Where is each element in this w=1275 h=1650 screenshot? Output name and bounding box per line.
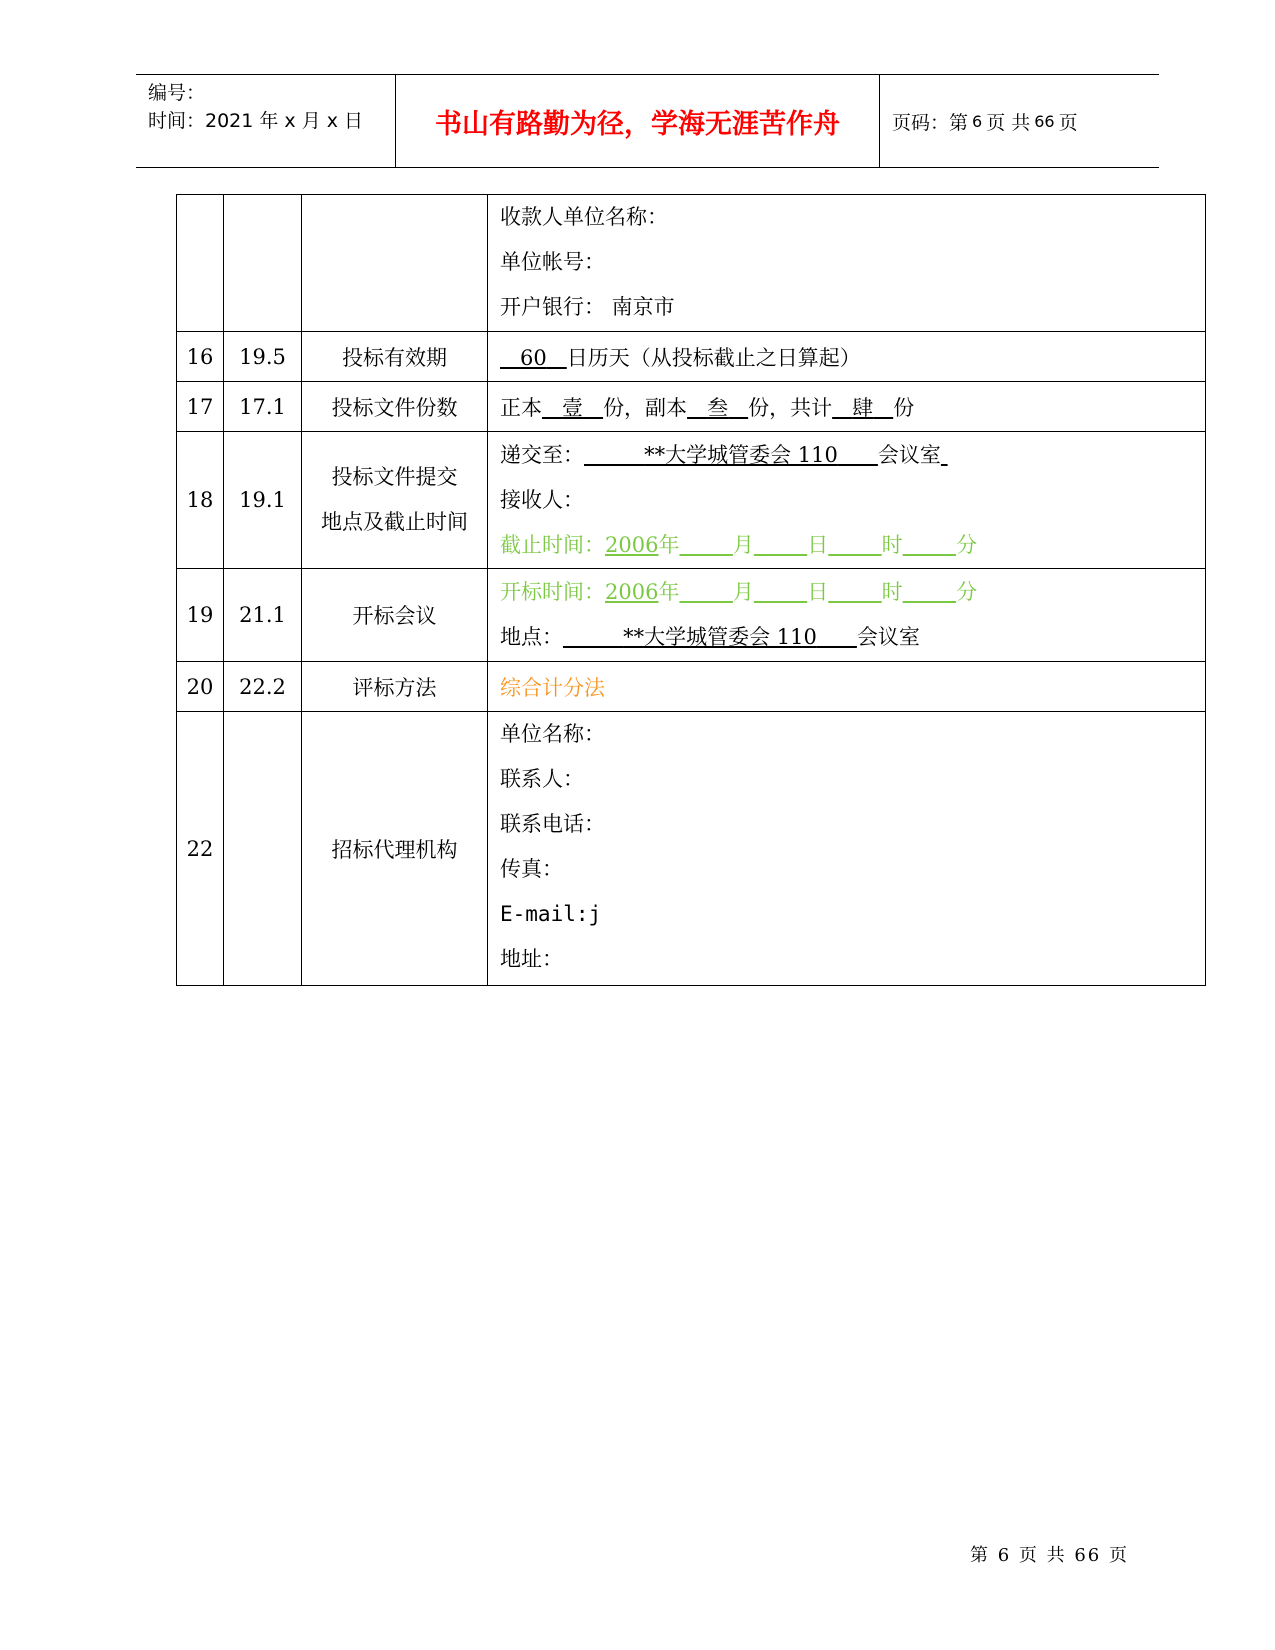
day-blank bbox=[754, 533, 807, 557]
contact-label: 联系人： bbox=[500, 767, 584, 791]
agency-name-label: 单位名称： bbox=[500, 722, 605, 746]
cell-no: 16 bbox=[177, 332, 224, 382]
address-label: 地址： bbox=[500, 947, 563, 971]
table-row-22 bbox=[177, 712, 1206, 986]
deadline-year: 2006 bbox=[605, 532, 659, 557]
cell-item: 投标文件份数 bbox=[302, 382, 488, 432]
cell-item bbox=[302, 432, 488, 569]
opening-year: 2006 bbox=[605, 580, 659, 604]
table-row-20 bbox=[177, 662, 1206, 712]
year-unit: 年 bbox=[658, 580, 680, 604]
cell-no bbox=[177, 195, 224, 332]
page-label: 页码：第 bbox=[892, 111, 969, 134]
cell-clause: 22.2 bbox=[224, 662, 302, 712]
cell-value bbox=[488, 432, 1206, 569]
place-end: 会议室 bbox=[856, 625, 920, 649]
email-label: E-mail:j bbox=[500, 902, 602, 926]
cell-no: 19 bbox=[177, 569, 224, 662]
month-unit: 月 bbox=[732, 580, 754, 604]
deliver-line bbox=[500, 433, 1205, 478]
page-mid: 页 共 bbox=[986, 111, 1031, 134]
item-line2: 地点及截止时间 bbox=[321, 510, 468, 534]
cell-no: 17 bbox=[177, 382, 224, 432]
cell-clause: 19.5 bbox=[224, 332, 302, 382]
opening-time-line bbox=[500, 570, 1205, 615]
page-header bbox=[136, 74, 1159, 168]
header-meta bbox=[136, 75, 396, 167]
cell-item bbox=[302, 195, 488, 332]
cell-value bbox=[488, 195, 1206, 332]
cell-clause bbox=[224, 712, 302, 986]
deadline-line bbox=[500, 523, 1205, 568]
day-blank bbox=[754, 580, 807, 604]
original-count: 壹 bbox=[562, 395, 584, 420]
cell-clause: 17.1 bbox=[224, 382, 302, 432]
deadline-label: 截止时间： bbox=[500, 532, 605, 557]
evaluation-method: 综合计分法 bbox=[488, 662, 1206, 712]
copies-text: 份，副本 bbox=[603, 395, 688, 420]
hour-unit: 时 bbox=[881, 532, 903, 557]
minute-unit: 分 bbox=[956, 532, 978, 557]
validity-days: 60 bbox=[520, 345, 547, 370]
cell-no: 20 bbox=[177, 662, 224, 712]
table-row-18 bbox=[177, 432, 1206, 569]
table-row-17 bbox=[177, 382, 1206, 432]
minute-unit: 分 bbox=[956, 580, 978, 604]
day-unit: 日 bbox=[807, 532, 829, 557]
minute-blank bbox=[903, 580, 956, 604]
fax-label: 传真： bbox=[500, 857, 563, 881]
cell-item: 评标方法 bbox=[302, 662, 488, 712]
header-page-info bbox=[880, 75, 1159, 167]
receiver-label: 接收人： bbox=[500, 487, 584, 512]
month-unit: 月 bbox=[732, 532, 754, 557]
time-label: 时间：2021 年 x 月 x 日 bbox=[148, 110, 364, 132]
deliver-place: **大学城管委会 110 bbox=[644, 442, 838, 467]
deliver-end: 会议室 bbox=[877, 442, 941, 467]
month-blank bbox=[679, 580, 732, 604]
copy-count: 叁 bbox=[707, 395, 729, 420]
hour-unit: 时 bbox=[881, 580, 903, 604]
cell-clause: 19.1 bbox=[224, 432, 302, 569]
cell-no: 18 bbox=[177, 432, 224, 569]
deliver-blank bbox=[941, 443, 948, 467]
bid-info-table bbox=[176, 194, 1206, 986]
item-line1: 投标文件提交 bbox=[331, 465, 458, 489]
day-unit: 日 bbox=[807, 580, 829, 604]
deliver-label: 递交至： bbox=[500, 442, 584, 467]
bank-label: 开户银行： 南京市 bbox=[500, 295, 675, 319]
payee-name-label: 收款人单位名称： bbox=[500, 205, 668, 229]
hour-blank bbox=[828, 533, 881, 557]
cell-no: 22 bbox=[177, 712, 224, 986]
copies-text: 份，共计 bbox=[748, 395, 833, 420]
cell-value bbox=[488, 712, 1206, 986]
validity-text: 日历天（从投标截止之日算起） bbox=[566, 345, 861, 370]
cell-value bbox=[488, 332, 1206, 382]
number-label: 编号： bbox=[148, 82, 206, 104]
cell-value bbox=[488, 569, 1206, 662]
account-label: 单位帐号： bbox=[500, 250, 605, 274]
opening-place-line bbox=[500, 615, 1205, 660]
header-motto: 书山有路勤为径，学海无涯苦作舟 bbox=[396, 75, 880, 167]
phone-label: 联系电话： bbox=[500, 812, 605, 836]
copies-text: 份 bbox=[893, 395, 915, 420]
page-footer: 第 6 页 共 66 页 bbox=[970, 1545, 1129, 1566]
page-number: 6 bbox=[972, 111, 983, 131]
total-count: 肆 bbox=[852, 395, 874, 420]
table-row-16 bbox=[177, 332, 1206, 382]
cell-clause: 21.1 bbox=[224, 569, 302, 662]
cell-clause bbox=[224, 195, 302, 332]
place-value: **大学城管委会 110 bbox=[623, 625, 817, 649]
cell-item: 投标有效期 bbox=[302, 332, 488, 382]
cell-item: 招标代理机构 bbox=[302, 712, 488, 986]
page-end: 页 bbox=[1058, 111, 1078, 134]
year-unit: 年 bbox=[658, 532, 680, 557]
table-row-payee bbox=[177, 195, 1206, 332]
place-label: 地点： bbox=[500, 625, 563, 649]
table-row-19 bbox=[177, 569, 1206, 662]
opening-label: 开标时间： bbox=[500, 580, 605, 604]
cell-value bbox=[488, 382, 1206, 432]
month-blank bbox=[679, 533, 732, 557]
hour-blank bbox=[828, 580, 881, 604]
minute-blank bbox=[903, 533, 956, 557]
copies-text: 正本 bbox=[500, 395, 542, 420]
cell-item: 开标会议 bbox=[302, 569, 488, 662]
page-total: 66 bbox=[1034, 111, 1055, 131]
